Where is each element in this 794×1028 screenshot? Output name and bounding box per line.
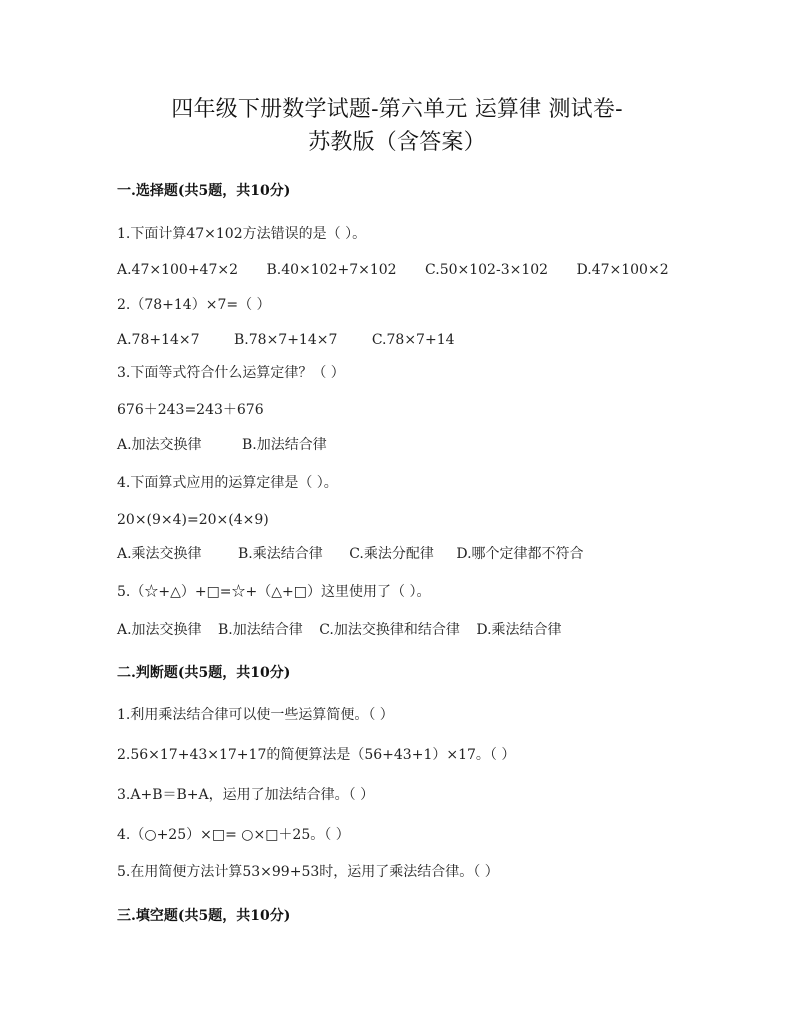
- judgement-item-4: 4.（○+25）×□= ○×□＋25。（ ）: [117, 827, 350, 843]
- question-3-stem: 3.下面等式符合什么运算定律？（ ）: [117, 365, 345, 381]
- question-2-option-a: A.78+14×7: [117, 332, 200, 348]
- question-1-option-d: D.47×100×2: [576, 262, 669, 278]
- judgement-item-3: 3.A+B＝B+A，运用了加法结合律。（ ）: [117, 787, 375, 803]
- document-title-line-2: 苏教版（含答案）: [308, 130, 486, 155]
- judgement-item-2: 2.56×17+43×17+17的简便算法是（56+43+1）×17。（ ）: [117, 747, 516, 763]
- question-1-option-c: C.50×102-3×102: [425, 262, 549, 278]
- question-3-option-b: B.加法结合律: [242, 437, 327, 453]
- judgement-item-1: 1.利用乘法结合律可以使一些运算简便。（ ）: [117, 707, 394, 723]
- question-1-options: [117, 260, 669, 280]
- question-4-option-b: B.乘法结合律: [238, 546, 323, 562]
- question-1-option-b: B.40×102+7×102: [266, 262, 397, 278]
- question-3-expression: 676＋243=243＋676: [117, 402, 264, 418]
- question-5-option-d: D.乘法结合律: [476, 622, 562, 638]
- question-3-option-a: A.加法交换律: [117, 437, 202, 453]
- question-5-option-b: B.加法结合律: [218, 622, 303, 638]
- question-2-option-b: B.78×7+14×7: [234, 332, 338, 348]
- question-4-option-d: D.哪个定律都不符合: [456, 546, 584, 562]
- question-4-option-a: A.乘法交换律: [117, 546, 202, 562]
- question-5-option-a: A.加法交换律: [117, 622, 202, 638]
- section-heading-fill-blank: 三.填空题(共5题，共10分): [117, 908, 291, 924]
- question-1-option-a: A.47×100+47×2: [117, 262, 239, 278]
- question-5-stem: 5.（☆+△）+□=☆+（△+□）这里使用了（ ）。: [117, 584, 431, 600]
- section-heading-true-false: 二.判断题(共5题，共10分): [117, 665, 291, 681]
- question-2-option-c: C.78×7+14: [371, 332, 455, 348]
- question-4-expression: 20×(9×4)=20×(4×9): [117, 512, 269, 528]
- question-5-option-c: C.加法交换律和结合律: [319, 622, 460, 638]
- document-title-line-1: 四年级下册数学试题-第六单元 运算律 测试卷-: [171, 97, 623, 122]
- section-heading-choice: 一.选择题(共5题，共10分): [117, 183, 291, 199]
- judgement-item-5: 5.在用简便方法计算53×99+53时，运用了乘法结合律。（ ）: [117, 864, 499, 880]
- question-4-options: [117, 544, 584, 564]
- question-4-option-c: C.乘法分配律: [349, 546, 434, 562]
- question-1-stem: 1.下面计算47×102方法错误的是（ ）。: [117, 226, 367, 242]
- question-2-options: [117, 330, 455, 350]
- question-4-stem: 4.下面算式应用的运算定律是（ ）。: [117, 475, 338, 491]
- question-5-options: [117, 620, 562, 640]
- question-3-options: [117, 435, 327, 455]
- question-2-stem: 2.（78+14）×7=（ ）: [117, 297, 271, 313]
